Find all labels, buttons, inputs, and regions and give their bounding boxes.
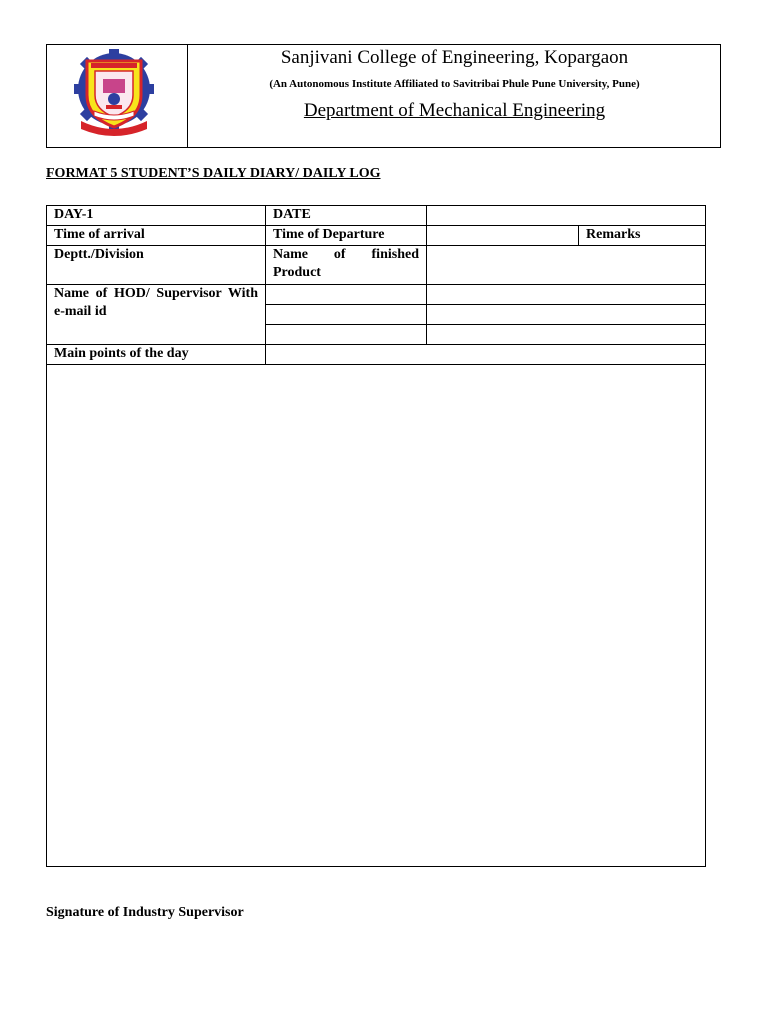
remarks-label: Remarks [579, 226, 706, 246]
table-row [47, 246, 706, 285]
hod-extra-field[interactable] [266, 325, 427, 345]
department-name: Department of Mechanical Engineering [303, 100, 606, 121]
table-row [47, 206, 706, 226]
time-of-departure-field[interactable] [427, 226, 579, 246]
hod-name-field[interactable] [266, 285, 427, 305]
affiliation-note: (An Autonomous Institute Affiliated to Savitribai Phule Pune University, Pune) [269, 78, 640, 90]
table-row [47, 226, 706, 246]
college-logo [59, 47, 169, 139]
dept-division-label: Deptt./Division [47, 246, 266, 285]
time-of-departure-label: Time of Departure [266, 226, 427, 246]
table-row [47, 365, 706, 867]
main-points-label: Main points of the day [47, 345, 266, 365]
hod-detail-field[interactable] [427, 325, 706, 345]
format-title: FORMAT 5 STUDENT’S DAILY DIARY/ DAILY LOG [46, 166, 381, 181]
hod-detail-field[interactable] [427, 305, 706, 325]
supervisor-signature-label: Signature of Industry Supervisor [46, 905, 244, 920]
time-of-arrival-label: Time of arrival [47, 226, 266, 246]
day-label: DAY-1 [47, 206, 266, 226]
date-label: DATE [266, 206, 427, 226]
finished-product-field[interactable] [427, 246, 706, 285]
college-name: Sanjivani College of Engineering, Kopargaon [280, 47, 629, 68]
main-points-field[interactable] [266, 345, 706, 365]
hod-detail-field[interactable] [427, 285, 706, 305]
table-row [47, 345, 706, 365]
hod-email-field[interactable] [266, 305, 427, 325]
hod-supervisor-label: Name of HOD/ Supervisor With e-mail id [47, 285, 266, 345]
letterhead [46, 44, 721, 148]
notes-area[interactable] [47, 365, 706, 867]
finished-product-label: Name of finished Product [266, 246, 427, 285]
college-logo-cell [47, 45, 188, 147]
date-field[interactable] [427, 206, 706, 226]
table-row [47, 285, 706, 305]
daily-log-table [46, 205, 706, 867]
